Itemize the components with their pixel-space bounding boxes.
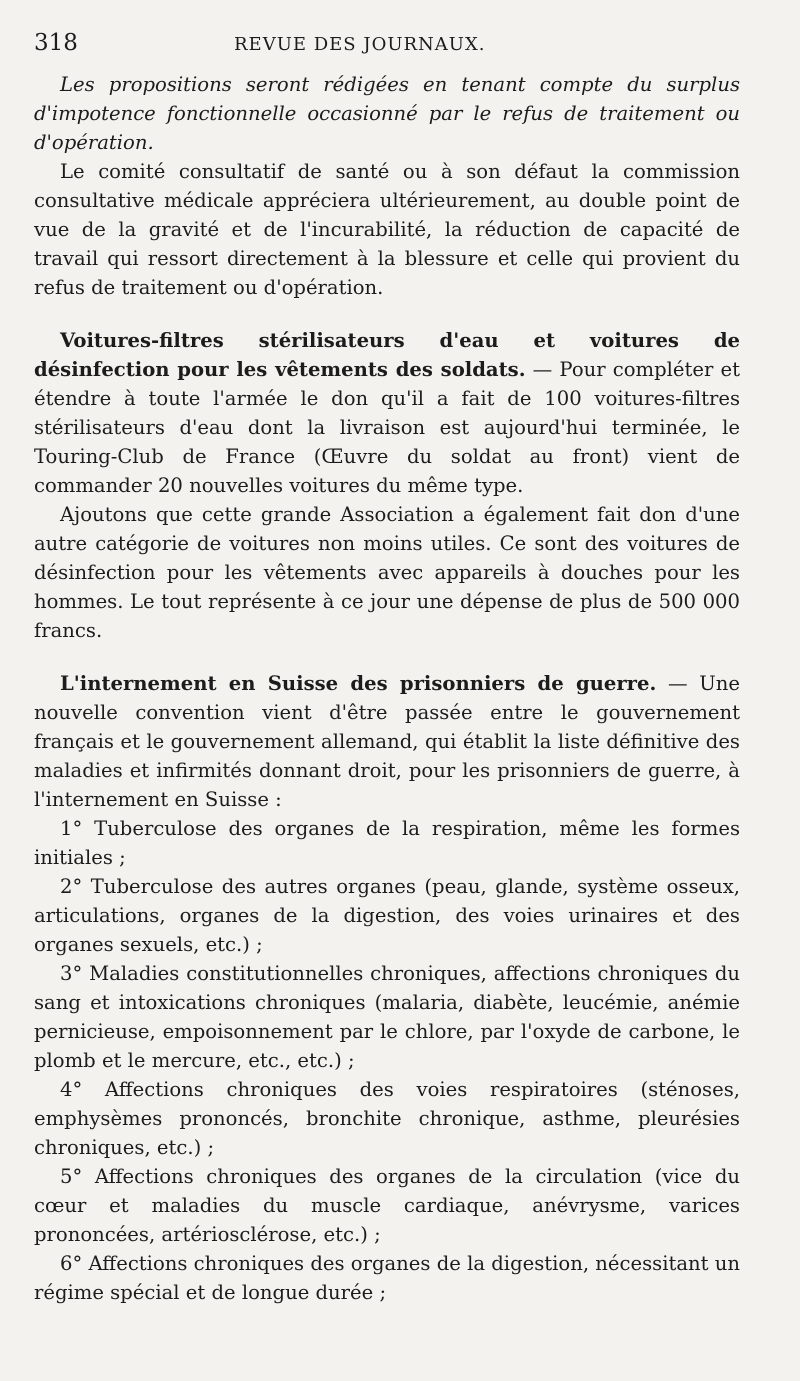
page-number: 318: [34, 30, 78, 56]
page-header: [34, 30, 740, 70]
section-voitures-title: Voitures-filtres stérilisateurs d'eau et voitures de désinfection pour les vêtements des soldats.: [34, 329, 740, 381]
section-voitures-paragraph-2: Ajoutons que cette grande Association a également fait don d'une autre catégorie de voitures non moins utiles. Ce sont des voitures de désinfection pour les vêtements avec appareils à douches pour les hommes. Le tout représente à ce jour une dépense de plus de 500 000 francs.: [34, 503, 740, 642]
section-voitures-paragraph: [34, 326, 740, 500]
section-voitures-text: — Pour compléter et étendre à toute l'armée le don qu'il a fait de 100 voitures-filtres stérilisateurs d'eau dont la livraison est aujourd'hui terminée, le Touring-Club de France (Œuvre du soldat au front) vient de commander 20 nouvelles voitures du même type.: [34, 358, 740, 497]
section-suisse-title: L'internement en Suisse des prisonniers de guerre.: [60, 672, 657, 695]
intro-paragraph: Le comité consultatif de santé ou à son défaut la commission consultative médicale appréciera ultérieurement, au double point de vue de la gravité et de l'incurabilité, la réduction de capacité de travail qui ressort directement à la blessure et celle qui provient du refus de traitement ou d'opération.: [34, 160, 740, 299]
list-item-4: 4° Affections chroniques des voies respiratoires (sténoses, emphysèmes prononcés, bronchite chronique, asthme, pleurésies chroniques, etc.) ;: [34, 1078, 740, 1159]
running-title: REVUE DES JOURNAUX.: [234, 34, 486, 55]
list-item-5: 5° Affections chroniques des organes de la circulation (vice du cœur et maladies du muscle cardiaque, anévrysme, varices prononcées, artériosclérose, etc.) ;: [34, 1165, 740, 1246]
intro-italic-paragraph: Les propositions seront rédigées en tenant compte du surplus d'impotence fonctionnelle occasionné par le refus de traitement ou d'opération.: [34, 73, 740, 154]
list-item-2: 2° Tuberculose des autres organes (peau, glande, système osseux, articulations, organes de la digestion, des voies urinaires et des organes sexuels, etc.) ;: [34, 875, 740, 956]
list-item-3: 3° Maladies constitutionnelles chroniques, affections chroniques du sang et intoxications chroniques (malaria, diabète, leucémie, anémie pernicieuse, empoisonnement par le chlore, par l'oxyde de carbone, le plomb et le mercure, etc., etc.) ;: [34, 962, 740, 1072]
section-suisse-paragraph: [34, 669, 740, 814]
list-item-1: 1° Tuberculose des organes de la respiration, même les formes initiales ;: [34, 817, 740, 869]
list-item-6: 6° Affections chroniques des organes de la digestion, nécessitant un régime spécial et de longue durée ;: [34, 1252, 740, 1304]
section-suisse-text: — Une nouvelle convention vient d'être passée entre le gouvernement français et le gouvernement allemand, qui établit la liste définitive des maladies et infirmités donnant droit, pour les prisonniers de guerre, à l'internement en Suisse :: [34, 672, 740, 811]
